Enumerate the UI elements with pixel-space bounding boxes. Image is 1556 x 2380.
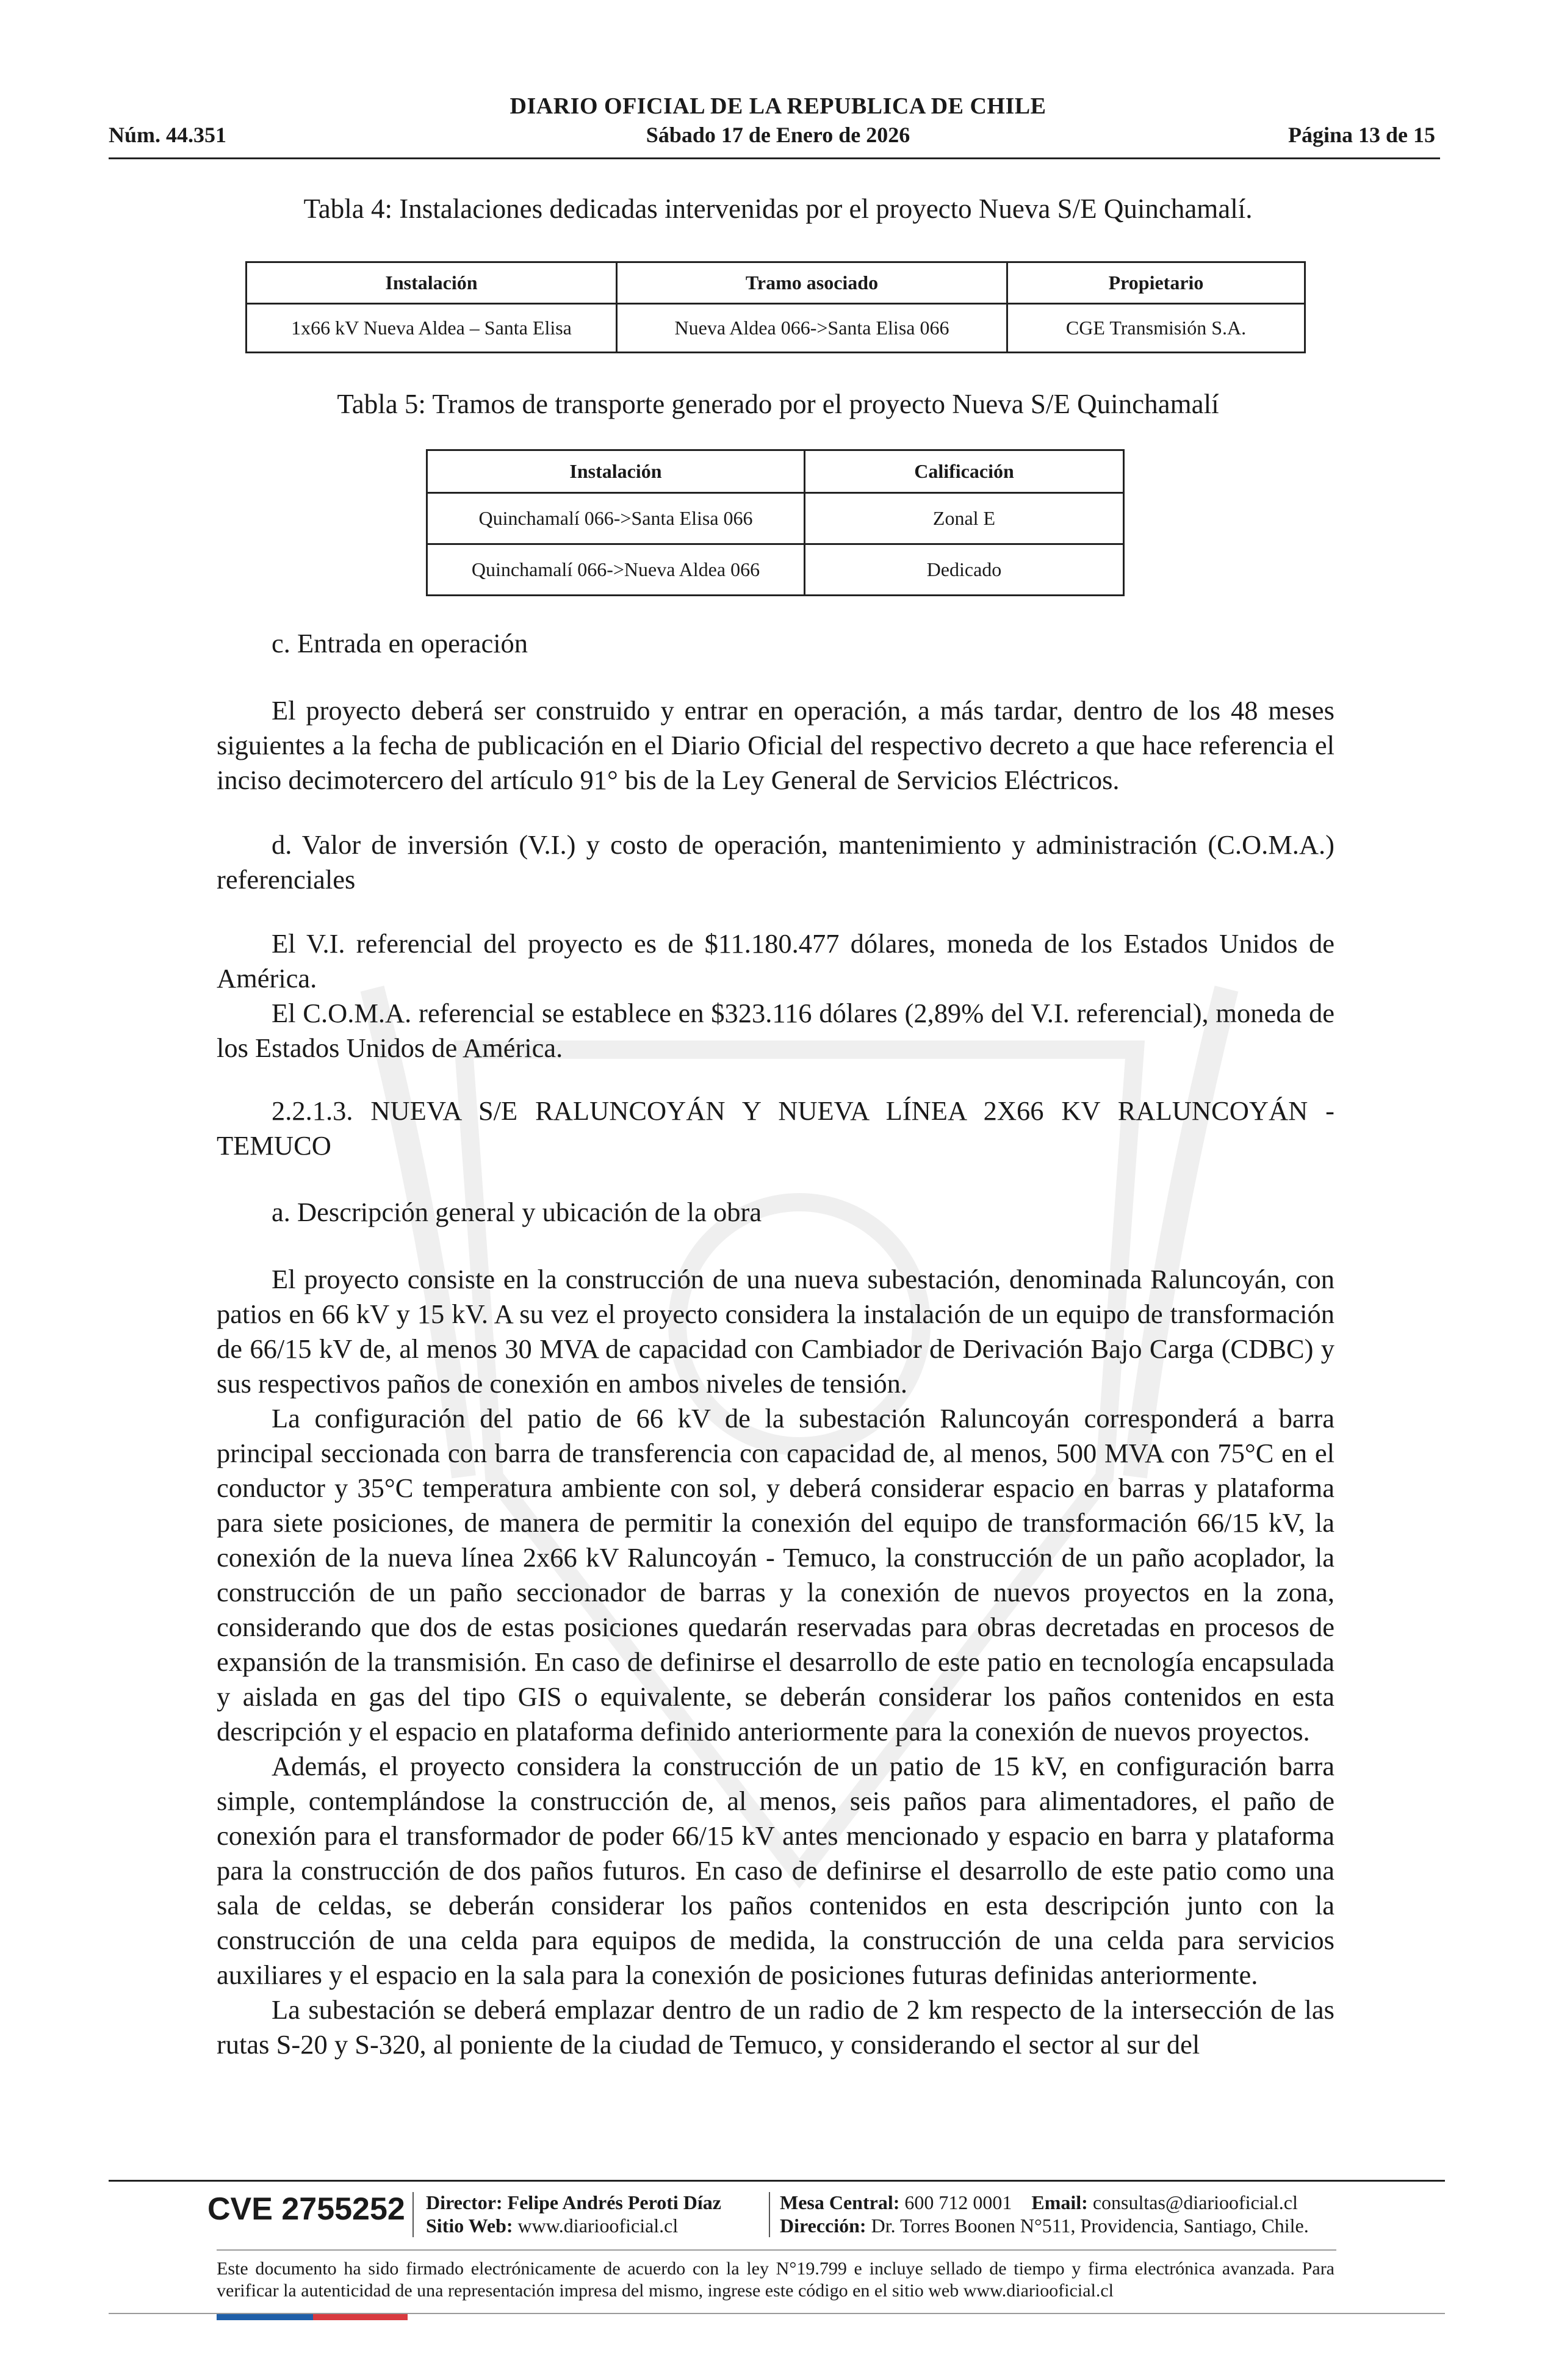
table5-header-calificacion: Calificación [805, 450, 1124, 493]
heading-descripcion-general: a. Descripción general y ubicación de la obra [272, 1197, 762, 1227]
paragraph-entrada-operacion [217, 693, 1334, 798]
paragraph-valor-inversion [217, 926, 1334, 1066]
director-name: Felipe Andrés Peroti Díaz [507, 2191, 721, 2213]
flag-bar-blue [217, 2314, 313, 2320]
table4-cell: Nueva Aldea 066->Santa Elisa 066 [617, 304, 1007, 353]
table5-header-instalacion: Instalación [427, 450, 805, 493]
footer-contact-block [780, 2191, 1309, 2237]
footer-divider-secondary [217, 2249, 1336, 2251]
table4-header-instalacion: Instalación [247, 262, 617, 304]
site-link[interactable]: www.diariooficial.cl [517, 2215, 679, 2237]
paragraph-text: El proyecto consiste en la construcción de una nueva subestación, denominada Raluncoyán, con patios en 66 kV y 15 kV. A su vez el proyecto considera la instalación de un equipo de transformación de 66/15 kV de, al menos 30 MVA de capacidad con Cambiador de Derivación Bajo Carga (CDBC) y sus respectivos paños de conexión en ambos niveles de tensión. [217, 1264, 1334, 1399]
footer-director-block [426, 2191, 721, 2237]
table5-caption: Tabla 5: Tramos de transporte generado por el proyecto Nueva S/E Quinchamalí [337, 389, 1219, 419]
section-heading-raluncoyan [217, 1094, 1334, 1163]
flag-bar-red [313, 2314, 408, 2320]
paragraph-text: Además, el proyecto considera la construcción de un patio de 15 kV, en configuración barra simple, contemplándose la construcción de, al menos, seis paños para alimentadores, el paño de conexión para el transformador de poder 66/15 kV antes mencionado y espacio en barra y plataforma para la construcción de dos paños futuros. En caso de definirse el desarrollo de este patio como una sala de celdas, se deberán considerar los paños contenidos en esta descripción junto con la construcción de una celda para equipos de medida, la construcción de una celda para servicios auxiliares y el espacio en la sala para la conexión de posiciones futuras definidas anteriormente. [217, 1751, 1334, 1990]
heading-text: 2.2.1.3. NUEVA S/E RALUNCOYÁN Y NUEVA LÍNEA 2X66 KV RALUNCOYÁN - TEMUCO [217, 1095, 1334, 1161]
table5-cell: Quinchamalí 066->Nueva Aldea 066 [427, 544, 805, 596]
table5 [426, 449, 1125, 596]
cve-code: CVE 2755252 [207, 2191, 405, 2227]
footer-legal-note: Este documento ha sido firmado electrónicamente de acuerdo con la ley N°19.799 e incluye sellado de tiempo y firma electrónica avanzada. Para verificar la autenticidad de una representación impresa del mismo, ingrese este código en el sitio web www.diariooficial.cl [217, 2259, 1334, 2301]
table-row [427, 493, 1124, 544]
table4-header-propietario: Propietario [1007, 262, 1305, 304]
table4-caption: Tabla 4: Instalaciones dedicadas intervenidas por el proyecto Nueva S/E Quinchamalí. [303, 193, 1253, 224]
table5-cell: Zonal E [805, 493, 1124, 544]
table4 [245, 261, 1306, 353]
heading-entrada-operacion: c. Entrada en operación [272, 628, 528, 658]
newspaper-title: DIARIO OFICIAL DE LA REPUBLICA DE CHILE [510, 93, 1046, 119]
heading-text: d. Valor de inversión (V.I.) y costo de operación, mantenimiento y administración (C.O.M.A.) referenciales [217, 829, 1334, 895]
table-row [427, 544, 1124, 596]
page-indicator: Página 13 de 15 [1288, 123, 1435, 147]
header-divider [109, 157, 1440, 159]
address-value: Dr. Torres Boonen N°511, Providencia, Santiago, Chile. [871, 2215, 1309, 2237]
paragraph-text: El V.I. referencial del proyecto es de $11.180.477 dólares, moneda de los Estados Unidos de América. [217, 928, 1334, 993]
paragraphs-descripcion [217, 1262, 1334, 2062]
mesa-label: Mesa Central: [780, 2191, 900, 2213]
issue-date: Sábado 17 de Enero de 2026 [646, 123, 910, 147]
table4-cell: CGE Transmisión S.A. [1007, 304, 1305, 353]
director-label: Director: [426, 2191, 503, 2213]
footer-separator [769, 2192, 770, 2237]
table5-cell: Dedicado [805, 544, 1124, 596]
email-link[interactable]: consultas@diariooficial.cl [1092, 2191, 1298, 2213]
mesa-phone: 600 712 0001 [904, 2191, 1012, 2213]
table4-cell: 1x66 kV Nueva Aldea – Santa Elisa [247, 304, 617, 353]
issue-number: Núm. 44.351 [109, 123, 227, 147]
heading-valor-inversion [217, 828, 1334, 897]
table5-cell: Quinchamalí 066->Santa Elisa 066 [427, 493, 805, 544]
site-label: Sitio Web: [426, 2215, 513, 2237]
table4-header-tramo: Tramo asociado [617, 262, 1007, 304]
footer-divider [109, 2180, 1445, 2182]
paragraph-text: La subestación se deberá emplazar dentro de un radio de 2 km respecto de la intersección de las rutas S-20 y S-320, al poniente de la ciudad de Temuco, y considerando el sector al sur del [217, 1994, 1334, 2060]
paragraph-text: El proyecto deberá ser construido y entrar en operación, a más tardar, dentro de los 48 meses siguientes a la fecha de publicación en el Diario Oficial del respectivo decreto a que hace referencia el inciso decimotercero del artículo 91° bis de la Ley General de Servicios Eléctricos. [217, 695, 1334, 795]
email-label: Email: [1031, 2191, 1088, 2213]
table-row [247, 304, 1305, 353]
paragraph-text: La configuración del patio de 66 kV de la subestación Raluncoyán corresponderá a barra principal seccionada con barra de transferencia con capacidad de, al menos, 500 MVA con 75°C en el conductor y 35°C temperatura ambiente con sol, y deberá considerar espacio en barras y plataforma para siete posiciones, de manera de permitir la conexión del equipo de transformación 66/15 kV, la conexión de la nueva línea 2x66 kV Raluncoyán - Temuco, la construcción de un paño acoplador, la construcción de un paño seccionador de barras y la conexión de nuevos proyectos en la zona, considerando que dos de estas posiciones quedarán reservadas para obras decretadas en procesos de expansión de la transmisión. En caso de definirse el desarrollo de este patio en tecnología encapsulada y aislada en gas del tipo GIS o equivalente, se deberán considerar los paños contenidos en esta descripción y el espacio en plataforma definido anteriormente para la conexión de nuevos proyectos. [217, 1403, 1334, 1747]
footer-separator [412, 2192, 414, 2237]
address-label: Dirección: [780, 2215, 866, 2237]
paragraph-text: El C.O.M.A. referencial se establece en $323.116 dólares (2,89% del V.I. referencial), moneda de los Estados Unidos de América. [217, 998, 1334, 1063]
